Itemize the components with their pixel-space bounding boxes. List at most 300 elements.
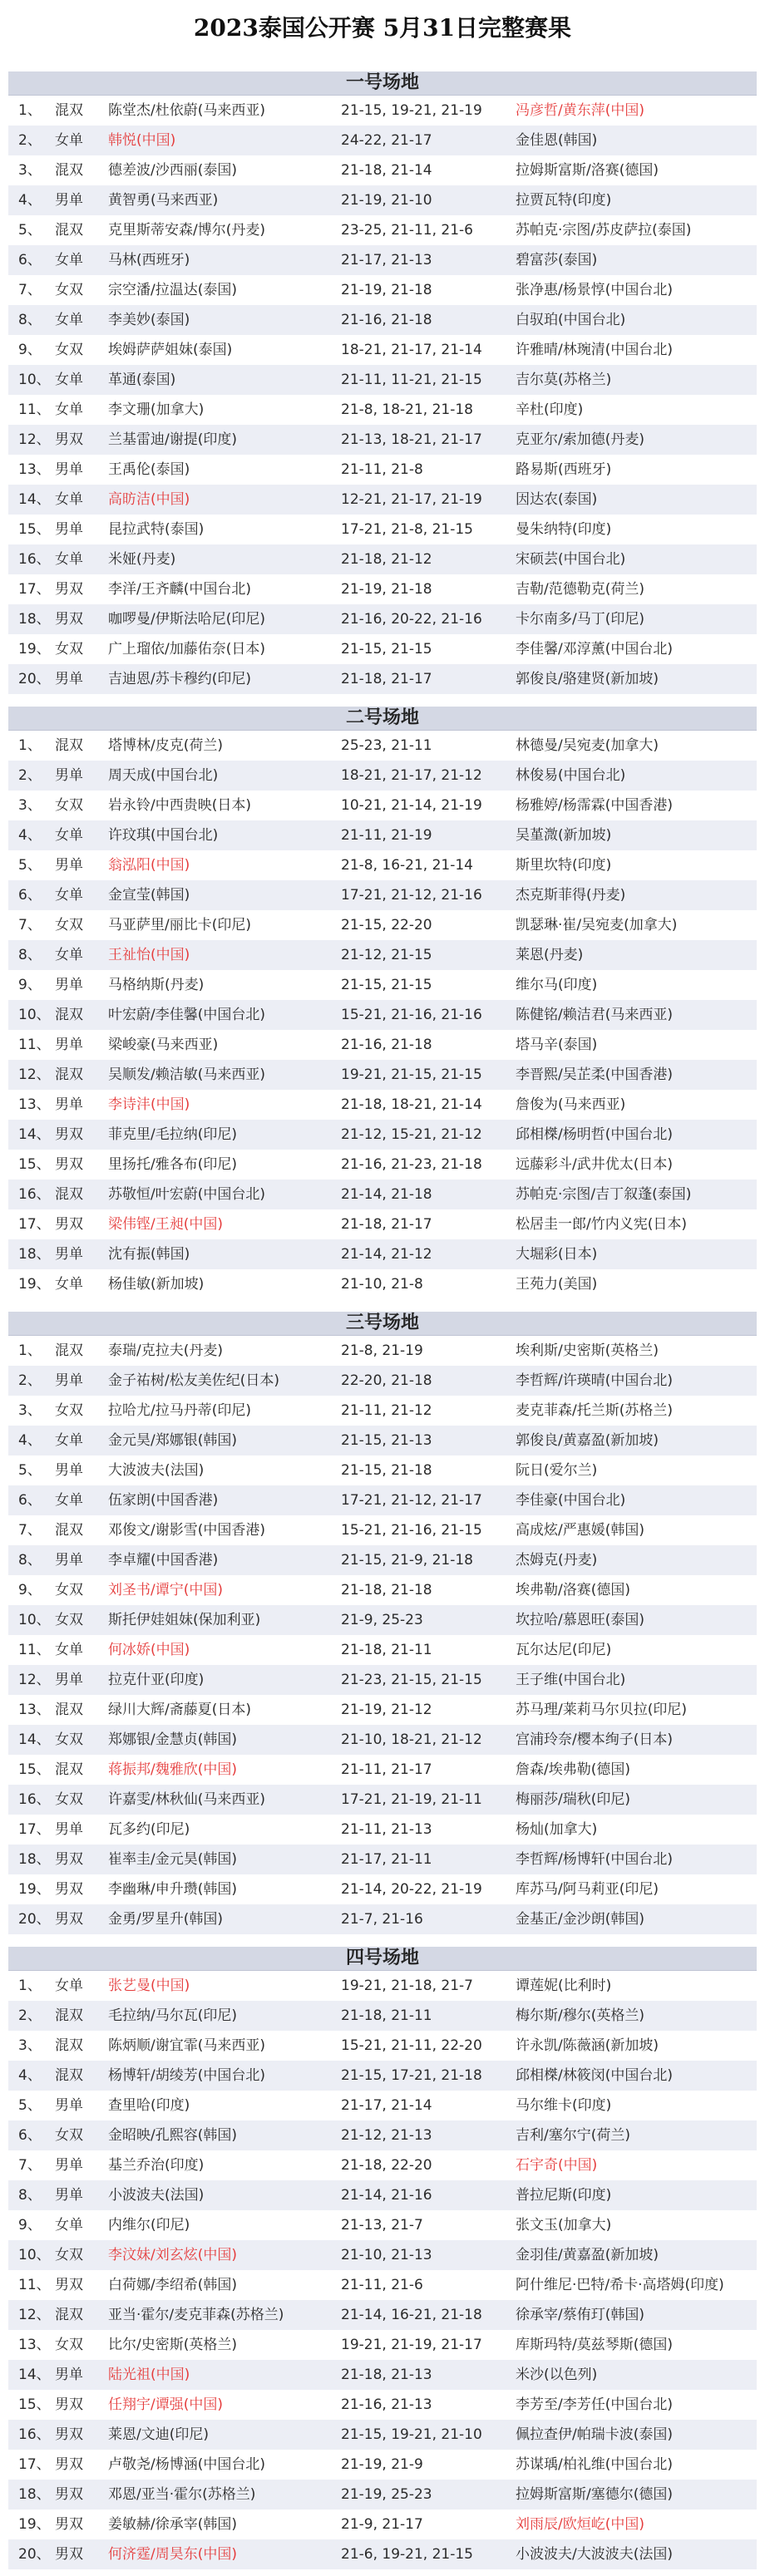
player-left: 咖啰曼/伊斯法哈尼(印尼)	[108, 611, 265, 628]
player-right: 李哲辉/杨博轩(中国台北)	[516, 1851, 673, 1868]
player-right: 张净惠/杨景惇(中国台北)	[516, 282, 673, 298]
match-index: 2、	[18, 132, 42, 149]
match-score: 21-18, 22-20	[341, 2157, 432, 2174]
match-score: 19-21, 21-15, 21-15	[341, 1066, 482, 1083]
match-row	[8, 1755, 757, 1785]
match-index: 14、	[18, 491, 51, 508]
match-index: 3、	[18, 797, 42, 814]
player-left: 伍家朗(中国香港)	[108, 1492, 219, 1509]
match-event: 女单	[55, 1978, 83, 1994]
match-score: 21-9, 21-17	[341, 2516, 423, 2533]
match-index: 5、	[18, 1462, 42, 1479]
court-header: 三号场地	[8, 1312, 757, 1336]
match-event: 混双	[55, 1007, 83, 1023]
match-score: 17-21, 21-12, 21-17	[341, 1492, 482, 1509]
player-left: 马林(西班牙)	[108, 252, 190, 268]
player-right: 金羽佳/黄嘉盈(新加坡)	[516, 2247, 659, 2263]
match-event: 混双	[55, 1066, 83, 1083]
match-event: 混双	[55, 1761, 83, 1778]
match-event: 女单	[55, 2217, 83, 2234]
match-index: 19、	[18, 2516, 51, 2533]
player-right: 瓦尔达尼(印尼)	[516, 1642, 612, 1658]
match-row	[8, 850, 757, 880]
match-event: 混双	[55, 2037, 83, 2054]
player-right: 库苏马/阿马莉亚(印尼)	[516, 1881, 659, 1898]
player-left: 金元昊/郑娜银(韩国)	[108, 1432, 237, 1449]
match-score: 21-16, 20-22, 21-16	[341, 611, 482, 628]
match-score: 19-21, 21-18, 21-7	[341, 1978, 473, 1994]
match-index: 18、	[18, 2486, 51, 2503]
match-event: 男单	[55, 1821, 83, 1838]
match-event: 男双	[55, 2426, 83, 2443]
player-left: 高昉洁(中国)	[108, 491, 190, 508]
match-index: 10、	[18, 1612, 51, 1628]
match-index: 18、	[18, 1246, 51, 1263]
player-left: 杨博轩/胡绫芳(中国台北)	[108, 2067, 265, 2084]
match-row	[8, 1575, 757, 1605]
match-event: 男单	[55, 192, 83, 209]
player-left: 吴顺发/赖洁敏(马来西亚)	[108, 1066, 265, 1083]
player-right: 塔马辛(泰国)	[516, 1037, 598, 1053]
match-index: 4、	[18, 827, 42, 844]
match-score: 19-21, 21-19, 21-17	[341, 2337, 482, 2353]
player-left: 梁伟铿/王昶(中国)	[108, 1216, 223, 1233]
match-score: 21-18, 18-21, 21-14	[341, 1096, 482, 1113]
match-row	[8, 2330, 757, 2360]
match-score: 21-13, 21-7	[341, 2217, 423, 2234]
player-right: 邱相榤/林筱闵(中国台北)	[516, 2067, 673, 2084]
match-event: 女双	[55, 2247, 83, 2263]
match-event: 男双	[55, 2516, 83, 2533]
match-row	[8, 126, 757, 155]
player-left: 马亚萨里/丽比卡(印尼)	[108, 917, 251, 933]
match-index: 6、	[18, 1492, 42, 1509]
match-index: 9、	[18, 342, 42, 358]
player-right: 克亚尔/索加德(丹麦)	[516, 431, 644, 448]
player-left: 沈有振(韩国)	[108, 1246, 190, 1263]
match-score: 21-10, 21-8	[341, 1276, 423, 1293]
match-score: 21-18, 21-17	[341, 1216, 432, 1233]
player-right: 李佳豪(中国台北)	[516, 1492, 626, 1509]
court-section	[8, 1947, 757, 2569]
player-right: 邱相榤/杨明哲(中国台北)	[516, 1126, 673, 1143]
player-left: 宗空潘/拉温达(泰国)	[108, 282, 237, 298]
player-left: 德差波/沙西丽(泰国)	[108, 162, 237, 179]
match-score: 21-14, 21-12	[341, 1246, 432, 1263]
player-right: 高成炫/严惠媛(韩国)	[516, 1522, 644, 1539]
match-event: 女双	[55, 641, 83, 658]
match-score: 18-21, 21-17, 21-12	[341, 767, 482, 784]
player-right: 李晋熙/吴芷柔(中国香港)	[516, 1066, 673, 1083]
match-score: 21-12, 21-15	[341, 947, 432, 963]
match-score: 17-21, 21-12, 21-16	[341, 887, 482, 904]
player-right: 林德曼/吴宛麦(加拿大)	[516, 737, 659, 754]
match-event: 混双	[55, 1522, 83, 1539]
match-row	[8, 1545, 757, 1575]
player-right: 梅丽莎/瑞秋(印尼)	[516, 1791, 630, 1808]
match-score: 21-8, 16-21, 21-14	[341, 857, 473, 874]
player-left: 斯托伊娃姐妹(保加利亚)	[108, 1612, 261, 1628]
match-score: 21-14, 21-16	[341, 2187, 432, 2204]
player-right: 谭莲妮(比利时)	[516, 1978, 612, 1994]
match-index: 1、	[18, 1342, 42, 1359]
match-event: 女双	[55, 1731, 83, 1748]
match-score: 21-8, 18-21, 21-18	[341, 401, 473, 418]
match-score: 21-11, 21-19	[341, 827, 432, 844]
match-index: 12、	[18, 1672, 51, 1688]
match-row	[8, 1180, 757, 1209]
match-row	[8, 1000, 757, 1030]
player-left: 金子祐树/松友美佐纪(日本)	[108, 1372, 279, 1389]
match-index: 20、	[18, 671, 51, 687]
match-index: 4、	[18, 1432, 42, 1449]
match-index: 15、	[18, 1156, 51, 1173]
match-score: 21-15, 21-15	[341, 977, 432, 993]
match-index: 13、	[18, 1702, 51, 1718]
match-score: 21-16, 21-18	[341, 1037, 432, 1053]
match-event: 女单	[55, 252, 83, 268]
match-score: 21-19, 21-18	[341, 282, 432, 298]
match-index: 6、	[18, 2127, 42, 2144]
match-event: 女单	[55, 401, 83, 418]
match-event: 男双	[55, 2277, 83, 2293]
player-left: 金勇/罗星升(韩国)	[108, 1911, 223, 1928]
match-event: 男单	[55, 2157, 83, 2174]
player-right: 梅尔斯/穆尔(英格兰)	[516, 2007, 644, 2024]
match-score: 17-21, 21-8, 21-15	[341, 521, 473, 538]
player-left: 郑娜银/金慧贞(韩国)	[108, 1731, 237, 1748]
player-left: 基兰乔治(印度)	[108, 2157, 205, 2174]
player-left: 王禹伦(泰国)	[108, 461, 190, 478]
match-score: 21-11, 11-21, 21-15	[341, 372, 482, 388]
match-index: 15、	[18, 521, 51, 538]
match-index: 5、	[18, 222, 42, 239]
match-event: 混双	[55, 1186, 83, 1203]
match-event: 男单	[55, 1462, 83, 1479]
match-row	[8, 731, 757, 761]
match-row	[8, 2031, 757, 2061]
match-event: 女双	[55, 797, 83, 814]
match-event: 男单	[55, 521, 83, 538]
match-event: 女单	[55, 372, 83, 388]
match-event: 男单	[55, 1372, 83, 1389]
match-score: 21-18, 21-17	[341, 671, 432, 687]
player-left: 白荷娜/李绍希(韩国)	[108, 2277, 237, 2293]
match-row	[8, 2001, 757, 2031]
match-index: 8、	[18, 947, 42, 963]
match-score: 21-23, 21-15, 21-15	[341, 1672, 482, 1688]
match-event: 女单	[55, 491, 83, 508]
match-index: 19、	[18, 1881, 51, 1898]
player-left: 金昭映/孔熙容(韩国)	[108, 2127, 237, 2144]
player-left: 李卓耀(中国香港)	[108, 1552, 219, 1569]
match-score: 21-14, 21-18	[341, 1186, 432, 1203]
match-event: 男双	[55, 2546, 83, 2563]
match-row	[8, 2150, 757, 2180]
match-score: 21-18, 21-12	[341, 551, 432, 568]
match-row	[8, 335, 757, 365]
player-right: 金佳恩(韩国)	[516, 132, 598, 149]
match-score: 21-16, 21-13	[341, 2396, 432, 2413]
match-index: 1、	[18, 1978, 42, 1994]
match-event: 男双	[55, 2456, 83, 2473]
player-right: 斯里坎特(印度)	[516, 857, 612, 874]
player-right: 阿什维尼·巴特/希卡·高塔姆(印度)	[516, 2277, 724, 2293]
match-score: 21-15, 21-13	[341, 1432, 432, 1449]
player-left: 许嘉雯/林秋仙(马来西亚)	[108, 1791, 265, 1808]
match-event: 男单	[55, 1552, 83, 1569]
match-score: 21-19, 21-18	[341, 581, 432, 598]
match-row	[8, 1030, 757, 1060]
match-row	[8, 2120, 757, 2150]
match-index: 14、	[18, 1731, 51, 1748]
player-right: 郭俊良/黄嘉盈(新加坡)	[516, 1432, 659, 1449]
player-left: 黄智勇(马来西亚)	[108, 192, 219, 209]
match-index: 7、	[18, 917, 42, 933]
player-left: 张艺曼(中国)	[108, 1978, 190, 1994]
player-right: 辛杜(印度)	[516, 401, 584, 418]
match-index: 17、	[18, 581, 51, 598]
match-event: 女双	[55, 1791, 83, 1808]
match-event: 混双	[55, 162, 83, 179]
match-event: 混双	[55, 1702, 83, 1718]
match-score: 25-23, 21-11	[341, 737, 432, 754]
match-index: 13、	[18, 1096, 51, 1113]
player-left: 泰瑞/克拉夫(丹麦)	[108, 1342, 223, 1359]
match-index: 16、	[18, 1186, 51, 1203]
player-right: 白驭珀(中国台北)	[516, 312, 626, 328]
player-right: 麦克菲森/托兰斯(苏格兰)	[516, 1402, 673, 1419]
match-row	[8, 2240, 757, 2270]
match-row	[8, 1725, 757, 1755]
match-row	[8, 96, 757, 126]
match-index: 19、	[18, 1276, 51, 1293]
match-score: 21-12, 15-21, 21-12	[341, 1126, 482, 1143]
player-left: 里扬托/雅各布(印尼)	[108, 1156, 237, 1173]
player-right: 普拉尼斯(印度)	[516, 2187, 612, 2204]
match-index: 19、	[18, 641, 51, 658]
match-index: 12、	[18, 2307, 51, 2323]
match-row	[8, 1336, 757, 1366]
match-row	[8, 2091, 757, 2120]
match-score: 21-8, 21-19	[341, 1342, 423, 1359]
player-right: 杨雅婷/杨霈霖(中国香港)	[516, 797, 673, 814]
match-row	[8, 185, 757, 215]
match-event: 女单	[55, 312, 83, 328]
match-row	[8, 820, 757, 850]
player-left: 陆光祖(中国)	[108, 2367, 190, 2383]
match-index: 8、	[18, 2187, 42, 2204]
match-score: 21-11, 21-6	[341, 2277, 423, 2293]
player-left: 兰基雷迪/谢提(印度)	[108, 431, 237, 448]
match-score: 21-18, 21-13	[341, 2367, 432, 2383]
match-score: 21-15, 19-21, 21-19	[341, 102, 482, 119]
match-index: 17、	[18, 2456, 51, 2473]
match-row	[8, 365, 757, 395]
match-event: 女双	[55, 1612, 83, 1628]
player-left: 崔率圭/金元昊(韩国)	[108, 1851, 237, 1868]
match-score: 21-15, 21-18	[341, 1462, 432, 1479]
player-left: 许玟琪(中国台北)	[108, 827, 219, 844]
player-left: 何冰娇(中国)	[108, 1642, 190, 1658]
match-event: 男单	[55, 1096, 83, 1113]
match-score: 21-15, 21-15	[341, 641, 432, 658]
player-right: 杰克斯菲得(丹麦)	[516, 887, 626, 904]
player-right: 马尔维卡(印度)	[516, 2097, 612, 2114]
match-score: 21-11, 21-17	[341, 1761, 432, 1778]
match-score: 21-18, 21-11	[341, 1642, 432, 1658]
match-score: 21-19, 25-23	[341, 2486, 432, 2503]
match-score: 21-17, 21-13	[341, 252, 432, 268]
match-index: 17、	[18, 1821, 51, 1838]
match-row	[8, 1515, 757, 1545]
player-left: 周天成(中国台北)	[108, 767, 219, 784]
player-left: 邓恩/亚当·霍尔(苏格兰)	[108, 2486, 256, 2503]
player-left: 埃姆萨萨姐妹(泰国)	[108, 342, 233, 358]
player-right: 库斯玛特/莫兹琴斯(德国)	[516, 2337, 673, 2353]
match-event: 男双	[55, 1881, 83, 1898]
match-row	[8, 761, 757, 791]
match-row	[8, 1904, 757, 1934]
match-row	[8, 455, 757, 485]
match-event: 男双	[55, 1126, 83, 1143]
match-row	[8, 2450, 757, 2480]
player-left: 杨佳敏(新加坡)	[108, 1276, 205, 1293]
player-left: 陈堂杰/杜依蔚(马来西亚)	[108, 102, 265, 119]
match-row	[8, 2539, 757, 2569]
player-right: 佩拉查伊/帕瑞卡波(泰国)	[516, 2426, 673, 2443]
player-left: 瓦多约(印尼)	[108, 1821, 190, 1838]
player-right: 许永凯/陈薇涵(新加坡)	[516, 2037, 659, 2054]
player-left: 拉哈尤/拉马丹蒂(印尼)	[108, 1402, 251, 1419]
match-row	[8, 1060, 757, 1090]
match-index: 2、	[18, 2007, 42, 2024]
match-index: 17、	[18, 1216, 51, 1233]
court-header: 二号场地	[8, 707, 757, 731]
match-index: 15、	[18, 2396, 51, 2413]
match-index: 18、	[18, 1851, 51, 1868]
player-left: 陈炳顺/谢宜霏(马来西亚)	[108, 2037, 265, 2054]
match-row	[8, 604, 757, 634]
match-row	[8, 1396, 757, 1426]
match-index: 7、	[18, 2157, 42, 2174]
player-right: 郭俊良/骆建贤(新加坡)	[516, 671, 659, 687]
match-row	[8, 1874, 757, 1904]
player-left: 李汶妹/刘玄炫(中国)	[108, 2247, 237, 2263]
match-event: 女单	[55, 551, 83, 568]
match-event: 女单	[55, 827, 83, 844]
player-right: 大堀彩(日本)	[516, 1246, 598, 1263]
match-index: 20、	[18, 2546, 51, 2563]
player-right: 刘雨辰/欧烜屹(中国)	[516, 2516, 644, 2533]
match-row	[8, 970, 757, 1000]
match-row	[8, 634, 757, 664]
player-right: 埃弗勒/洛赛(德国)	[516, 1582, 630, 1598]
match-row	[8, 2270, 757, 2300]
match-score: 21-9, 25-23	[341, 1612, 423, 1628]
match-index: 3、	[18, 162, 42, 179]
player-right: 王子维(中国台北)	[516, 1672, 626, 1688]
match-score: 21-10, 21-13	[341, 2247, 432, 2263]
match-index: 7、	[18, 1522, 42, 1539]
match-index: 10、	[18, 1007, 51, 1023]
match-score: 21-17, 21-11	[341, 1851, 432, 1868]
player-right: 徐承宰/蔡侑玎(韩国)	[516, 2307, 644, 2323]
match-index: 14、	[18, 1126, 51, 1143]
match-row	[8, 2210, 757, 2240]
match-row	[8, 1269, 757, 1299]
match-event: 男双	[55, 611, 83, 628]
player-left: 卢敬尧/杨博涵(中国台北)	[108, 2456, 265, 2473]
player-left: 叶宏蔚/李佳馨(中国台北)	[108, 1007, 265, 1023]
match-event: 女单	[55, 1492, 83, 1509]
player-left: 菲克里/毛拉纳(印尼)	[108, 1126, 237, 1143]
match-row	[8, 544, 757, 574]
match-row	[8, 1971, 757, 2001]
match-score: 22-20, 21-18	[341, 1372, 432, 1389]
match-index: 6、	[18, 887, 42, 904]
match-row	[8, 1605, 757, 1635]
match-score: 21-15, 17-21, 21-18	[341, 2067, 482, 2084]
player-left: 韩悦(中国)	[108, 132, 176, 149]
match-row	[8, 2390, 757, 2420]
court-section	[8, 71, 757, 694]
match-row	[8, 1090, 757, 1120]
match-score: 21-11, 21-13	[341, 1821, 432, 1838]
player-right: 石宇奇(中国)	[516, 2157, 598, 2174]
player-left: 何济霆/周昊东(中国)	[108, 2546, 237, 2563]
player-right: 冯彦哲/黄东萍(中国)	[516, 102, 644, 119]
match-row	[8, 1695, 757, 1725]
player-left: 梁峻豪(马来西亚)	[108, 1037, 219, 1053]
player-right: 许雅晴/林琬清(中国台北)	[516, 342, 673, 358]
player-right: 李佳馨/邓淳薰(中国台北)	[516, 641, 673, 658]
match-event: 混双	[55, 2067, 83, 2084]
player-left: 李洋/王齐麟(中国台北)	[108, 581, 251, 598]
match-row	[8, 1455, 757, 1485]
match-index: 13、	[18, 2337, 51, 2353]
match-index: 11、	[18, 1037, 51, 1053]
player-left: 绿川大辉/斋藤夏(日本)	[108, 1702, 251, 1718]
match-index: 1、	[18, 737, 42, 754]
match-index: 16、	[18, 1791, 51, 1808]
match-event: 男单	[55, 1672, 83, 1688]
player-right: 吉利/塞尔宁(荷兰)	[516, 2127, 630, 2144]
match-score: 21-12, 21-13	[341, 2127, 432, 2144]
player-right: 拉姆斯富斯/塞德尔(德国)	[516, 2486, 673, 2503]
player-left: 刘圣书/谭宁(中国)	[108, 1582, 223, 1598]
player-right: 吉尔莫(苏格兰)	[516, 372, 612, 388]
match-index: 2、	[18, 767, 42, 784]
match-score: 21-15, 22-20	[341, 917, 432, 933]
player-left: 姜敏赫/徐承宰(韩国)	[108, 2516, 237, 2533]
match-event: 男单	[55, 2187, 83, 2204]
match-score: 21-15, 19-21, 21-10	[341, 2426, 482, 2443]
player-right: 李哲辉/许瑛晴(中国台北)	[516, 1372, 673, 1389]
match-row	[8, 155, 757, 185]
player-right: 詹森/埃弗勒(德国)	[516, 1761, 630, 1778]
match-score: 21-16, 21-18	[341, 312, 432, 328]
player-right: 拉贾瓦特(印度)	[516, 192, 612, 209]
match-row	[8, 1785, 757, 1815]
player-right: 因达农(泰国)	[516, 491, 598, 508]
match-score: 17-21, 21-19, 21-11	[341, 1791, 482, 1808]
match-index: 6、	[18, 252, 42, 268]
player-left: 王祉怡(中国)	[108, 947, 190, 963]
match-event: 混双	[55, 2007, 83, 2024]
match-row	[8, 2480, 757, 2510]
match-row	[8, 1150, 757, 1180]
